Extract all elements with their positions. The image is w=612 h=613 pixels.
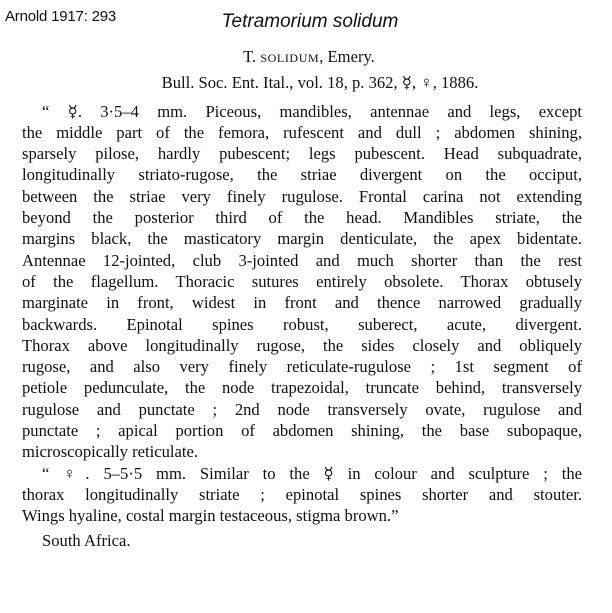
worker-line: Thorax above longitudinally rugose, the sides closely and obliquely (22, 335, 582, 355)
worker-line: microscopically reticulate. (22, 442, 199, 462)
female-line: Wings hyaline, costal margin testaceous, stigma brown.” (22, 506, 399, 526)
worker-line: sparsely pilose, hardly pubescent; legs pubescent. Head subquadrate, (22, 144, 582, 164)
worker-line: backwards. Epinotal spines robust, suberect, acute, divergent. (22, 314, 582, 334)
worker-line: margins black, the masticatory margin denticulate, the apex bidentate. (22, 229, 582, 249)
female-line: “ ♀. 5–5·5 mm. Similar to the ☿ in colour and sculpture ; the (42, 463, 582, 483)
species-title: Tetramorium solidum (221, 11, 399, 32)
species-name: solidum (260, 47, 320, 66)
document-page (22, 46, 582, 551)
worker-line: between the striae very finely rugulose. Frontal carina not extending (22, 186, 582, 206)
worker-line: of the flagellum. Thoracic sutures entirely obsolete. Thorax obtusely (22, 271, 582, 291)
worker-line: marginate in front, widest in front and thence narrowed gradually (22, 293, 582, 313)
genus-abbreviation: T. (243, 47, 261, 66)
female-description (22, 463, 582, 527)
worker-line: Antennae 12-jointed, club 3-jointed and much shorter than the rest (22, 250, 582, 270)
worker-line: “ ☿. 3·5–4 mm. Piceous, mandibles, antennae and legs, except (42, 101, 582, 121)
species-author: , Emery. (319, 47, 375, 66)
worker-line: rugulose and punctate ; 2nd node transversely ovate, rugulose and (22, 399, 582, 419)
citation-label: Arnold 1917: 293 (5, 8, 117, 25)
worker-description (22, 101, 582, 463)
worker-line: petiole pedunculate, the node trapezoidal, truncate behind, transversely (22, 378, 582, 398)
worker-line: longitudinally striato-rugose, the striae divergent on the occiput, (22, 165, 582, 185)
bibliographic-reference: Bull. Soc. Ent. Ital., vol. 18, p. 362, ☿, ♀, 1886. (161, 73, 479, 93)
worker-line: punctate ; apical portion of abdomen shining, the base subopaque, (22, 421, 582, 441)
locality: South Africa. (42, 530, 131, 550)
worker-line: beyond the posterior third of the head. Mandibles striate, the (22, 208, 582, 228)
worker-line: rugose, and also very finely reticulate-rugulose ; 1st segment of (22, 357, 582, 377)
worker-line: the middle part of the femora, rufescent and dull ; abdomen shining, (22, 122, 582, 142)
species-heading (22, 46, 582, 67)
female-line: thorax longitudinally striate ; epinotal spines shorter and stouter. (22, 484, 582, 504)
